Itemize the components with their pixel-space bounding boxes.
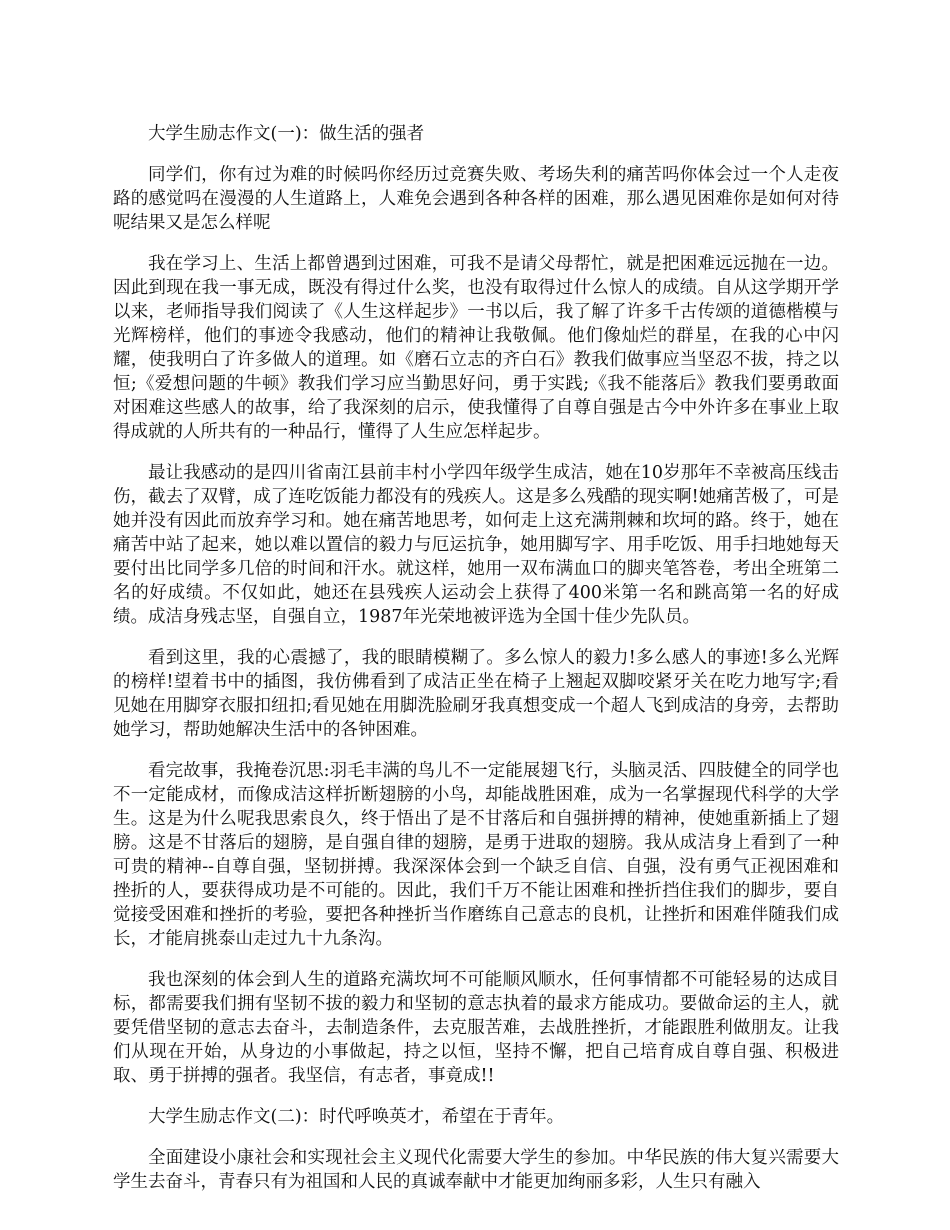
paragraph: 我在学习上、生活上都曾遇到过困难，可我不是请父母帮忙，就是把困难远远抛在一边。因此到现在我一事无成，既没有得过什么奖，也没有取得过什么惊人的成绩。自从这学期开学以来，老师指导我们阅读了《人生这样起步》一书以后，我了解了许多千古传颂的道德楷模与光辉榜样，他们的事迹令我感动，他们的精神让我敬佩。他们像灿烂的群星，在我的心中闪耀，使我明白了许多做人的道理。如《磨石立志的齐白石》教我们做事应当坚忍不拔，持之以恒;《爱想问题的牛顿》教我们学习应当勤思好问，勇于实践;《我不能落后》教我们要勇敢面对困难这些感人的故事，给了我深刻的启示，使我懂得了自尊自强是古今中外许多在事业上取得成就的人所共有的一种品行，懂得了人生应怎样起步。 bbox=[113, 254, 839, 442]
essay-1-title: 大学生励志作文(一)：做生活的强者 bbox=[148, 124, 425, 144]
paragraph: 看到这里，我的心震撼了，我的眼睛模糊了。多么惊人的毅力!多么感人的事迹!多么光辉的榜样!望着书中的插图，我仿佛看到了成洁正坐在椅子上翘起双脚咬紧牙关在吃力地写字;看见她在用脚穿衣服扣纽扣;看见她在用脚洗脸刷牙我真想变成一个超人飞到成洁的身旁，去帮助她学习，帮助她解决生活中的各钟困难。 bbox=[113, 648, 839, 740]
paragraph: 我也深刻的体会到人生的道路充满坎坷不可能顺风顺水，任何事情都不可能轻易的达成目标，都需要我们拥有坚韧不拔的毅力和坚韧的意志执着的最求方能成功。要做命运的主人，就要凭借坚韧的意志去奋斗，去制造条件，去克服苦难，去战胜挫折，才能跟胜利做朋友。让我们从现在开始，从身边的小事做起，持之以恒，坚持不懈，把自己培育成自尊自强、积极进取、勇于拼搏的强者。我坚信，有志者，事竟成!! bbox=[113, 970, 839, 1086]
essay-2-title: 大学生励志作文(二)：时代呼唤英才，希望在于青年。 bbox=[148, 1107, 565, 1127]
document-page bbox=[113, 122, 839, 1211]
paragraph: 看完故事，我掩卷沉思:羽毛丰满的鸟儿不一定能展翅飞行，头脑灵活、四肢健全的同学也不一定能成材，而像成洁这样折断翅膀的小鸟，却能战胜困难，成为一名掌握现代科学的大学生。这是为什么呢我思索良久，终于悟出了是不甘落后和自强拼搏的精神，使她重新插上了翅膀。这是不甘落后的翅膀，是自强自律的翅膀，是勇于进取的翅膀。我从成洁身上看到了一种可贵的精神--自尊自强，坚韧拼搏。我深深体会到一个缺乏自信、自强，没有勇气正视困难和挫折的人，要获得成功是不可能的。因此，我们千万不能让困难和挫折挡住我们的脚步，要自觉接受困难和挫折的考验，要把各种挫折当作磨练自己意志的良机，让挫折和困难伴随我们成长，才能肩挑泰山走过九十九条沟。 bbox=[113, 761, 839, 949]
paragraph: 全面建设小康社会和实现社会主义现代化需要大学生的参加。中华民族的伟大复兴需要大学生去奋斗，青春只有为祖国和人民的真诚奉献中才能更加绚丽多彩，人生只有融入 bbox=[113, 1148, 839, 1192]
paragraph: 同学们，你有过为难的时候吗你经历过竞赛失败、考场失利的痛苦吗你体会过一个人走夜路的感觉吗在漫漫的人生道路上，人难免会遇到各种各样的困难，那么遇见困难你是如何对待呢结果又是怎么样呢 bbox=[113, 165, 839, 233]
paragraph: 最让我感动的是四川省南江县前丰村小学四年级学生成洁，她在10岁那年不幸被高压线击伤，截去了双臂，成了连吃饭能力都没有的残疾人。这是多么残酷的现实啊!她痛苦极了，可是她并没有因此而放弃学习和。她在痛苦地思考，如何走上这充满荆棘和坎坷的路。终于，她在痛苦中站了起来，她以难以置信的毅力与厄运抗争，她用脚写字、用手吃饭、用手扫地她每天要付出比同学多几倍的时间和汗水。就这样，她用一双布满血口的脚夹笔答卷，考出全班第二名的好成绩。不仅如此，她还在县残疾人运动会上获得了400米第一名和跳高第一名的好成绩。成洁身残志坚，自强自立，1987年光荣地被评选为全国十佳少先队员。 bbox=[113, 463, 839, 627]
